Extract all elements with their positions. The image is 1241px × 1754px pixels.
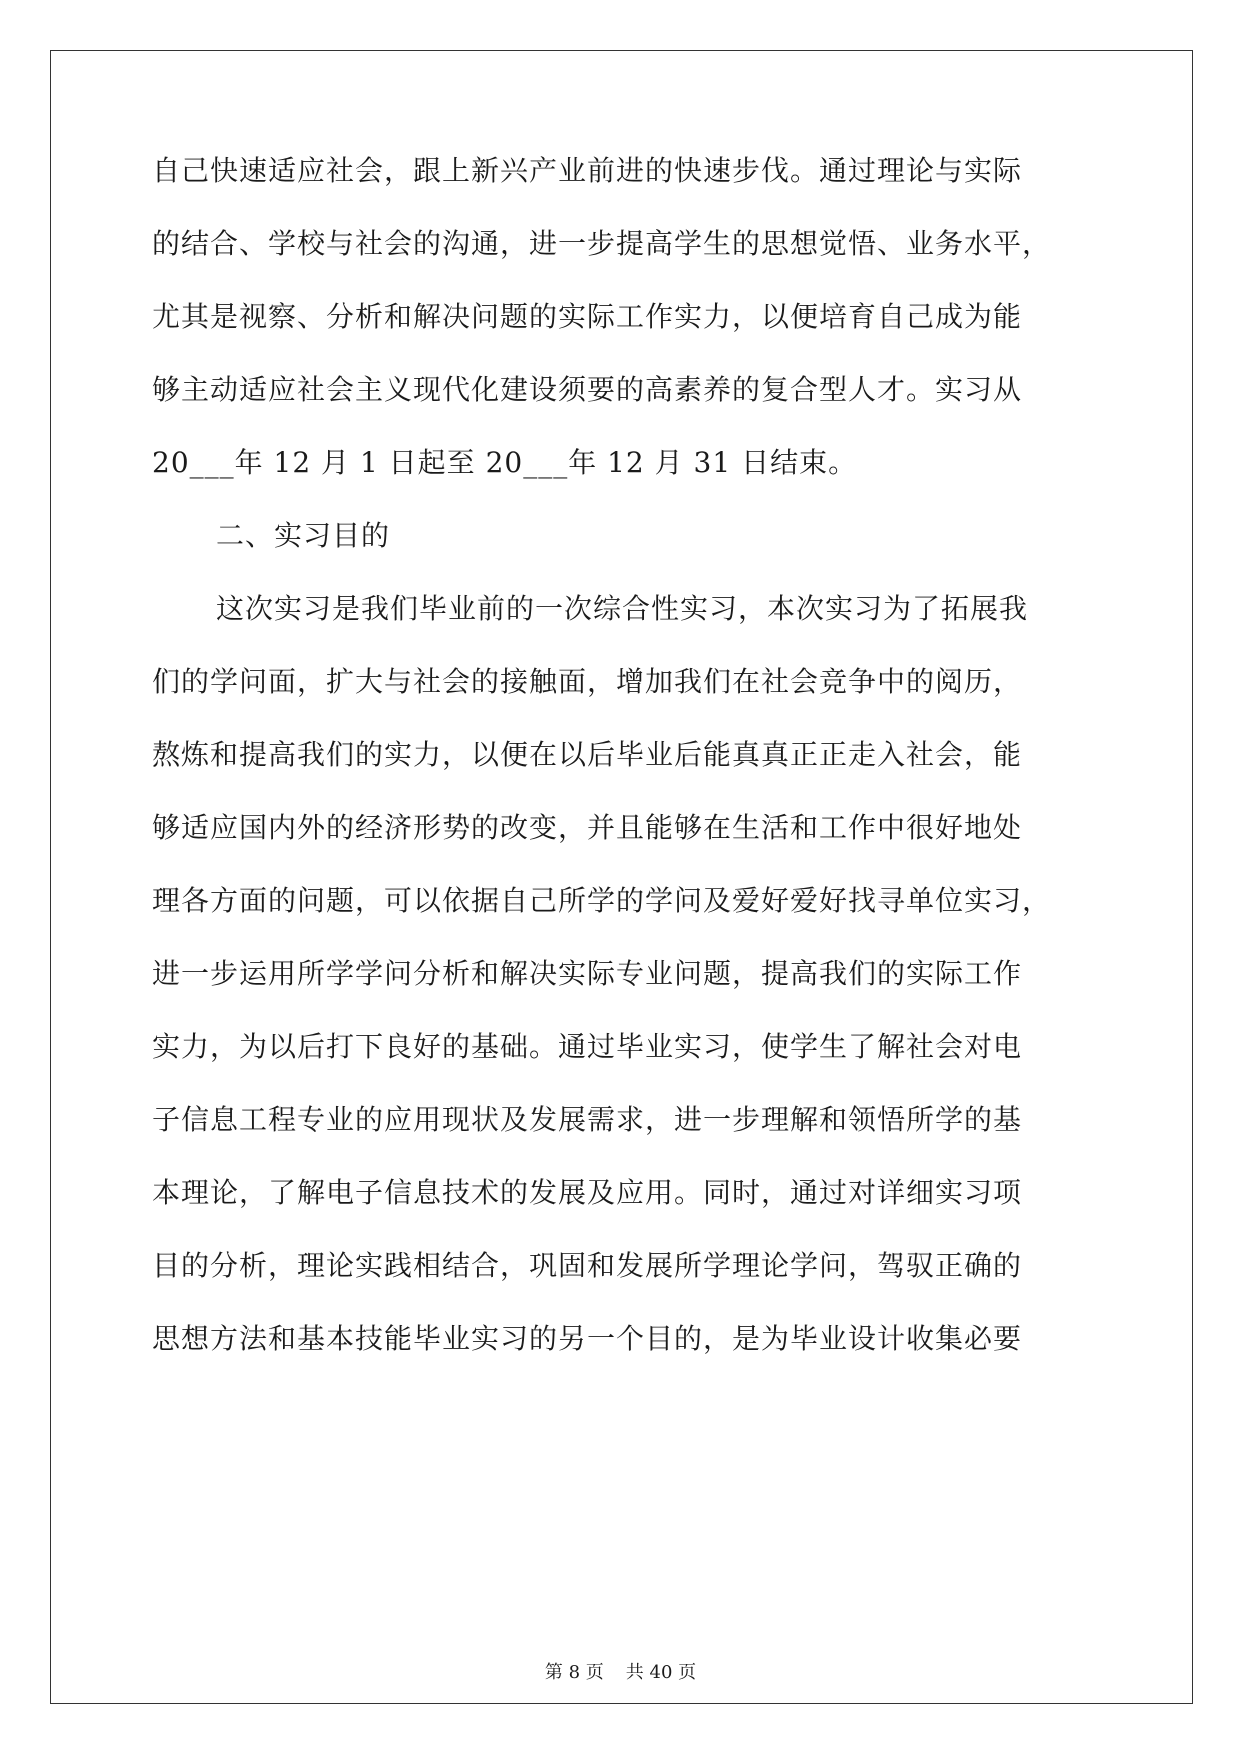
page-footer <box>0 1661 1241 1685</box>
paragraph-line: 够适应国内外的经济形势的改变，并且能够在生活和工作中很好地处 <box>152 811 1023 844</box>
paragraph-line: 本理论，了解电子信息技术的发展及应用。同时，通过对详细实习项 <box>152 1176 1023 1209</box>
paragraph-line: 实力，为以后打下良好的基础。通过毕业实习，使学生了解社会对电 <box>152 1030 1023 1063</box>
paragraph-line: 这次实习是我们毕业前的一次综合性实习，本次实习为了拓展我 <box>216 592 1029 625</box>
paragraph-line: 子信息工程专业的应用现状及发展需求，进一步理解和领悟所学的基 <box>152 1103 1023 1136</box>
paragraph-line: 的结合、学校与社会的沟通，进一步提高学生的思想觉悟、业务水平， <box>152 227 1052 260</box>
page-total: 共 40 页 <box>625 1662 697 1683</box>
paragraph-line: 20___年 12 月 1 日起至 20___年 12 月 31 日结束。 <box>152 446 858 479</box>
paragraph-line: 思想方法和基本技能毕业实习的另一个目的，是为毕业设计收集必要 <box>152 1322 1023 1355</box>
paragraph-line: 自己快速适应社会，跟上新兴产业前进的快速步伐。通过理论与实际 <box>152 154 1023 187</box>
paragraph-line: 熬炼和提高我们的实力，以便在以后毕业后能真真正正走入社会，能 <box>152 738 1023 771</box>
section-heading: 二、实习目的 <box>216 519 391 552</box>
paragraph-line: 进一步运用所学学问分析和解决实际专业问题，提高我们的实际工作 <box>152 957 1023 990</box>
paragraph-line: 目的分析，理论实践相结合，巩固和发展所学理论学问，驾驭正确的 <box>152 1249 1023 1282</box>
paragraph-line: 理各方面的问题，可以依据自己所学的学问及爱好爱好找寻单位实习， <box>152 884 1052 917</box>
page-number: 第 8 页 <box>544 1662 604 1683</box>
paragraph-line: 尤其是视察、分析和解决问题的实际工作实力，以便培育自己成为能 <box>152 300 1023 333</box>
paragraph-line: 够主动适应社会主义现代化建设须要的高素养的复合型人才。实习从 <box>152 373 1023 406</box>
paragraph-line: 们的学问面，扩大与社会的接触面，增加我们在社会竞争中的阅历， <box>152 665 1023 698</box>
